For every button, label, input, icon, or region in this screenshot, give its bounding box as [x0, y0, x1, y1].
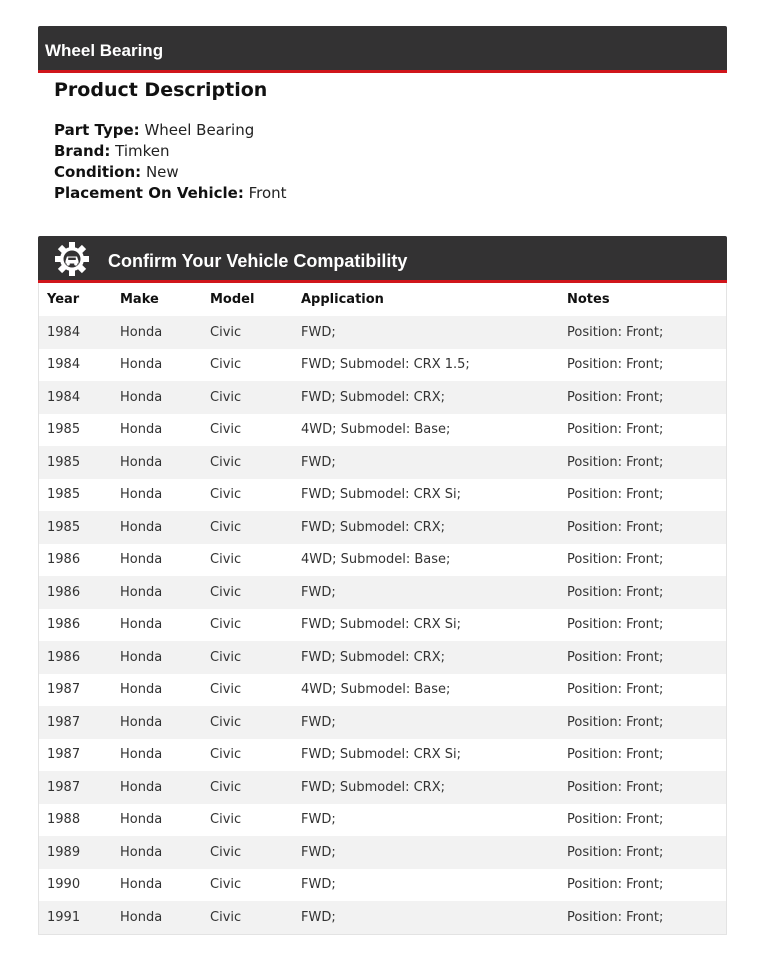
- cell-application: FWD;: [301, 584, 336, 600]
- cell-model: Civic: [210, 812, 242, 828]
- cell-make: Honda: [120, 909, 163, 925]
- cell-application: FWD; Submodel: CRX Si;: [301, 617, 461, 633]
- table-row: [39, 869, 726, 902]
- cell-model: Civic: [210, 714, 242, 730]
- cell-application: 4WD; Submodel: Base;: [301, 422, 451, 438]
- spec-part-type: [54, 120, 287, 141]
- cell-year: 1988: [47, 812, 81, 828]
- cell-make: Honda: [120, 617, 163, 633]
- table-row: [39, 576, 726, 609]
- cell-application: FWD; Submodel: CRX;: [301, 389, 445, 405]
- cell-model: Civic: [210, 584, 242, 600]
- column-header-application: Application: [301, 292, 384, 307]
- cell-application: FWD; Submodel: CRX Si;: [301, 487, 461, 503]
- cell-year: 1985: [47, 454, 81, 470]
- cell-notes: Position: Front;: [567, 487, 664, 503]
- cell-model: Civic: [210, 422, 242, 438]
- gear-car-icon: [54, 241, 90, 277]
- cell-model: Civic: [210, 909, 242, 925]
- cell-model: Civic: [210, 844, 242, 860]
- table-header-row: [39, 283, 726, 316]
- table-row: [39, 706, 726, 739]
- cell-year: 1986: [47, 552, 81, 568]
- description-section: [54, 78, 267, 102]
- table-row: [39, 674, 726, 707]
- cell-year: 1987: [47, 714, 81, 730]
- spec-list: [54, 120, 287, 204]
- table-row: [39, 381, 726, 414]
- cell-notes: Position: Front;: [567, 812, 664, 828]
- cell-year: 1989: [47, 844, 81, 860]
- column-header-notes: Notes: [567, 292, 610, 307]
- cell-make: Honda: [120, 584, 163, 600]
- cell-model: Civic: [210, 877, 242, 893]
- table-row: [39, 804, 726, 837]
- spec-value: Timken: [115, 142, 170, 160]
- cell-year: 1984: [47, 357, 81, 373]
- cell-notes: Position: Front;: [567, 682, 664, 698]
- description-heading: Product Description: [54, 79, 268, 101]
- spec-label: Part Type:: [54, 121, 140, 139]
- cell-model: Civic: [210, 389, 242, 405]
- cell-year: 1986: [47, 649, 81, 665]
- cell-make: Honda: [120, 682, 163, 698]
- cell-application: FWD; Submodel: CRX 1.5;: [301, 357, 470, 373]
- cell-application: FWD;: [301, 844, 336, 860]
- cell-notes: Position: Front;: [567, 584, 664, 600]
- table-row: [39, 479, 726, 512]
- compatibility-title: Confirm Your Vehicle Compatibility: [108, 251, 408, 271]
- cell-application: FWD;: [301, 454, 336, 470]
- cell-application: FWD;: [301, 812, 336, 828]
- cell-application: FWD; Submodel: CRX;: [301, 649, 445, 665]
- cell-year: 1990: [47, 877, 81, 893]
- cell-year: 1987: [47, 747, 81, 763]
- spec-placement: [54, 183, 287, 204]
- cell-notes: Position: Front;: [567, 357, 664, 373]
- cell-make: Honda: [120, 324, 163, 340]
- cell-model: Civic: [210, 454, 242, 470]
- spec-value: Front: [248, 184, 287, 202]
- cell-notes: Position: Front;: [567, 324, 664, 340]
- cell-make: Honda: [120, 454, 163, 470]
- table-row: [39, 641, 726, 674]
- cell-notes: Position: Front;: [567, 909, 664, 925]
- spec-value: New: [145, 163, 179, 181]
- cell-year: 1984: [47, 389, 81, 405]
- cell-application: 4WD; Submodel: Base;: [301, 552, 451, 568]
- cell-year: 1986: [47, 584, 81, 600]
- cell-year: 1987: [47, 779, 81, 795]
- table-row: [39, 901, 726, 934]
- cell-make: Honda: [120, 877, 163, 893]
- cell-model: Civic: [210, 324, 242, 340]
- compatibility-table: [39, 283, 726, 934]
- cell-application: FWD; Submodel: CRX Si;: [301, 747, 461, 763]
- table-row: [39, 771, 726, 804]
- title-bar: [38, 26, 727, 73]
- cell-make: Honda: [120, 519, 163, 535]
- cell-make: Honda: [120, 649, 163, 665]
- cell-notes: Position: Front;: [567, 779, 664, 795]
- cell-notes: Position: Front;: [567, 747, 664, 763]
- spec-value: Wheel Bearing: [144, 121, 255, 139]
- cell-model: Civic: [210, 682, 242, 698]
- cell-year: 1991: [47, 909, 81, 925]
- table-row: [39, 316, 726, 349]
- cell-notes: Position: Front;: [567, 519, 664, 535]
- cell-make: Honda: [120, 357, 163, 373]
- cell-year: 1985: [47, 487, 81, 503]
- spec-condition: [54, 162, 287, 183]
- cell-notes: Position: Front;: [567, 617, 664, 633]
- column-header-model: Model: [210, 292, 255, 307]
- cell-model: Civic: [210, 487, 242, 503]
- cell-model: Civic: [210, 357, 242, 373]
- compatibility-table-wrap: [38, 283, 727, 935]
- cell-make: Honda: [120, 779, 163, 795]
- cell-make: Honda: [120, 487, 163, 503]
- cell-year: 1985: [47, 422, 81, 438]
- cell-notes: Position: Front;: [567, 714, 664, 730]
- cell-make: Honda: [120, 389, 163, 405]
- column-header-make: Make: [120, 292, 159, 307]
- column-header-year: Year: [47, 292, 80, 307]
- cell-application: FWD;: [301, 877, 336, 893]
- cell-make: Honda: [120, 552, 163, 568]
- cell-notes: Position: Front;: [567, 877, 664, 893]
- spec-label: Brand:: [54, 142, 111, 160]
- cell-application: FWD;: [301, 909, 336, 925]
- spec-label: Condition:: [54, 163, 142, 181]
- cell-application: FWD; Submodel: CRX;: [301, 519, 445, 535]
- compatibility-header: [38, 236, 727, 283]
- cell-model: Civic: [210, 519, 242, 535]
- spec-brand: [54, 141, 287, 162]
- table-row: [39, 544, 726, 577]
- cell-make: Honda: [120, 812, 163, 828]
- cell-year: 1987: [47, 682, 81, 698]
- cell-year: 1985: [47, 519, 81, 535]
- cell-model: Civic: [210, 779, 242, 795]
- cell-make: Honda: [120, 747, 163, 763]
- table-row: [39, 511, 726, 544]
- table-row: [39, 739, 726, 772]
- cell-model: Civic: [210, 747, 242, 763]
- cell-notes: Position: Front;: [567, 844, 664, 860]
- cell-application: FWD; Submodel: CRX;: [301, 779, 445, 795]
- spec-label: Placement On Vehicle:: [54, 184, 244, 202]
- cell-make: Honda: [120, 714, 163, 730]
- table-row: [39, 446, 726, 479]
- cell-notes: Position: Front;: [567, 649, 664, 665]
- cell-year: 1984: [47, 324, 81, 340]
- table-row: [39, 349, 726, 382]
- cell-model: Civic: [210, 617, 242, 633]
- cell-application: FWD;: [301, 714, 336, 730]
- cell-application: FWD;: [301, 324, 336, 340]
- cell-model: Civic: [210, 552, 242, 568]
- cell-notes: Position: Front;: [567, 454, 664, 470]
- cell-application: 4WD; Submodel: Base;: [301, 682, 451, 698]
- table-row: [39, 414, 726, 447]
- table-row: [39, 836, 726, 869]
- cell-make: Honda: [120, 844, 163, 860]
- cell-year: 1986: [47, 617, 81, 633]
- table-row: [39, 609, 726, 642]
- cell-notes: Position: Front;: [567, 422, 664, 438]
- page-title: Wheel Bearing: [45, 41, 164, 60]
- cell-notes: Position: Front;: [567, 389, 664, 405]
- cell-model: Civic: [210, 649, 242, 665]
- cell-notes: Position: Front;: [567, 552, 664, 568]
- cell-make: Honda: [120, 422, 163, 438]
